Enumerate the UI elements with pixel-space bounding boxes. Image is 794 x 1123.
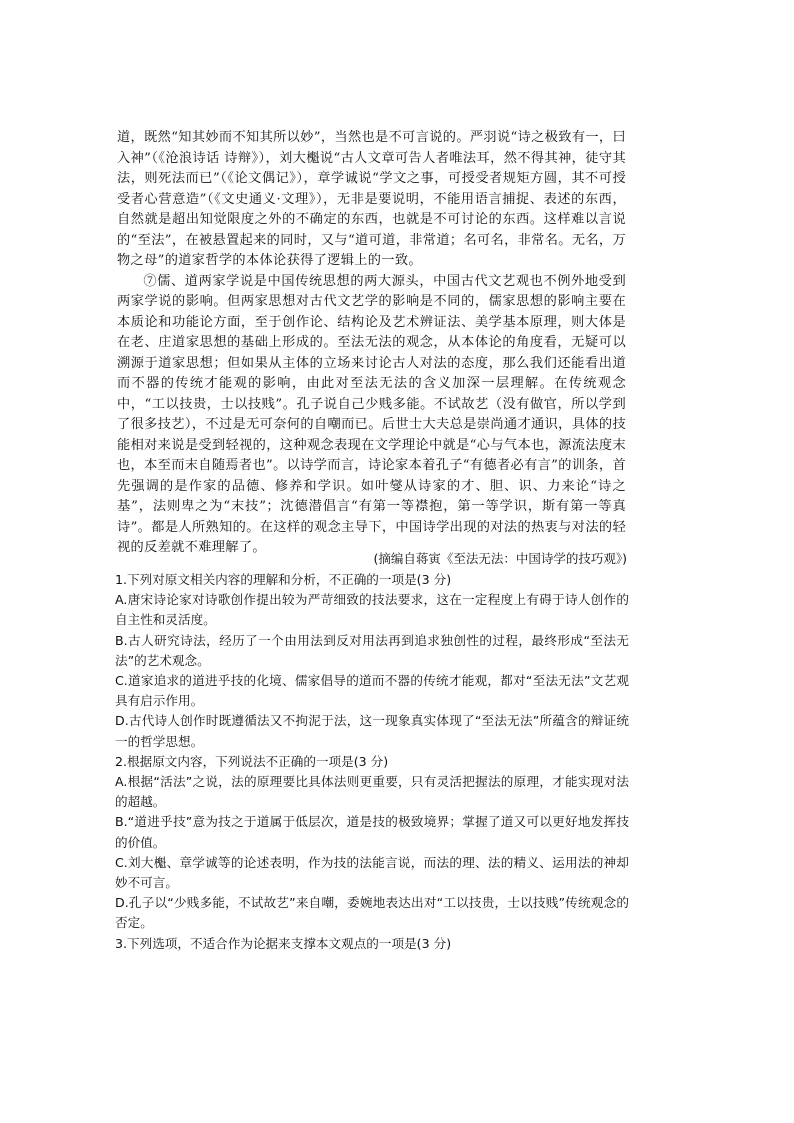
question-2-option-c: C.刘大櫆、章学诚等的论述表明，作为技的法能言说，而法的理、法的精义、运用法的神却妙不可言。	[115, 854, 629, 891]
question-1-option-b: B.古人研究诗法，经历了一个由用法到反对用法再到追求独创性的过程，最终形成“至法无法”的艺术观念。	[115, 632, 629, 668]
question-2-option-d: D.孔子以“少贱多能，不试故艺”来自嘲，委婉地表达出对“工以技贵，士以技贱”传统观念的否定。	[115, 895, 629, 931]
questions-section	[115, 570, 629, 954]
question-1-option-d: D.古代诗人创作时既遵循法又不拘泥于法，这一现象真实体现了“至法无法”所蕴含的辩证统一的哲学思想。	[115, 713, 629, 749]
question-3-stem: 3.下列选项，不适合作为论据来支撑本文观点的一项是(3 分)	[115, 935, 452, 951]
question-1-option-c: C.道家追求的道进乎技的化境、儒家倡导的道而不器的传统才能观，都对“至法无法”文艺观具有启示作用。	[115, 673, 629, 709]
question-1-option-a: A.唐宋诗论家对诗歌创作提出较为严苛细致的技法要求，这在一定程度上有碍于诗人创作的自主性和灵活度。	[115, 592, 629, 628]
essay-paragraph-7: ⑦儒、道两家学说是中国传统思想的两大源头，中国古代文艺观也不例外地受到两家学说的影响。但两家思想对古代文艺学的影响是不同的，儒家思想的影响主要在本质论和功能论方面，至于创作论、结构论及艺术辨证法、美学基本原理，则大体是在老、庄道家思想的基础上形成的。至法无法的观念，从本体论的角度看，无疑可以溯源于道家思想；但如果从主体的立场来讨论古人对法的态度，那么我们还能看出道而不器的传统才能观的影响，由此对至法无法的含义加深一层理解。在传统观念中，“工以技贵，士以技贱”。孔子说自己少贱多能。不试故艺（没有做官，所以学到了很多技艺），不过是无可奈何的自嘲而已。后世士大夫总是崇尚通才通识，具体的技能相对来说是受到轻视的，这种观念表现在文学理论中就是“心与气本也，源流法度末也，本至而末自随焉者也”。以诗学而言，诗论家本着孔子“有德者必有言”的训条，首先强调的是作家的品德、修养和学识。如叶燮从诗家的才、胆、识、力来论“诗之基”，法则卑之为“末技”；沈德潜倡言“有第一等襟抱，第一等学识，斯有第一等真诗”。都是人所熟知的。在这样的观念主导下，中国诗学出现的对法的热衷与对法的轻视的反差就不难理解了。	[117, 273, 626, 555]
question-2-stem: 2.根据原文内容，下列说法不正确的一项是(3 分)	[115, 753, 389, 769]
source-citation: (摘编自蒋寅《至法无法：中国诗学的技巧观》)	[373, 551, 627, 566]
essay-body	[117, 128, 626, 559]
question-1-stem: 1.下列对原文相关内容的理解和分析，不正确的一项是(3 分)	[115, 572, 452, 587]
question-2-option-b: B.“道进乎技”意为技之于道属于低层次，道是技的极致境界；掌握了道又可以更好地发挥技的价值。	[115, 814, 629, 850]
question-2-option-a: A.根据“活法”之说，法的原理要比具体法则更重要，只有灵活把握法的原理，才能实现对法的超越。	[115, 774, 629, 810]
essay-paragraph-continued: 道，既然“知其妙而不知其所以妙”，当然也是不可言说的。严羽说“诗之极致有一，曰入神”（《沧浪诗话 诗辩》），刘大櫆说“古人文章可告人者唯法耳，然不得其神，徒守其法，则死法而已”（《论文偶记》），章学诚说“学文之事，可授受者规矩方圆，其不可授受者心营意造”（《文史通义·文理》），无非是要说明，不能用语言捕捉、表述的东西，自然就是超出知觉限度之外的不确定的东西，也就是不可讨论的东西。这样难以言说的“至法”，在被悬置起来的同时，又与“道可道，非常道；名可名，非常名。无名，万物之母”的道家哲学的本体论获得了逻辑上的一致。	[117, 130, 626, 268]
